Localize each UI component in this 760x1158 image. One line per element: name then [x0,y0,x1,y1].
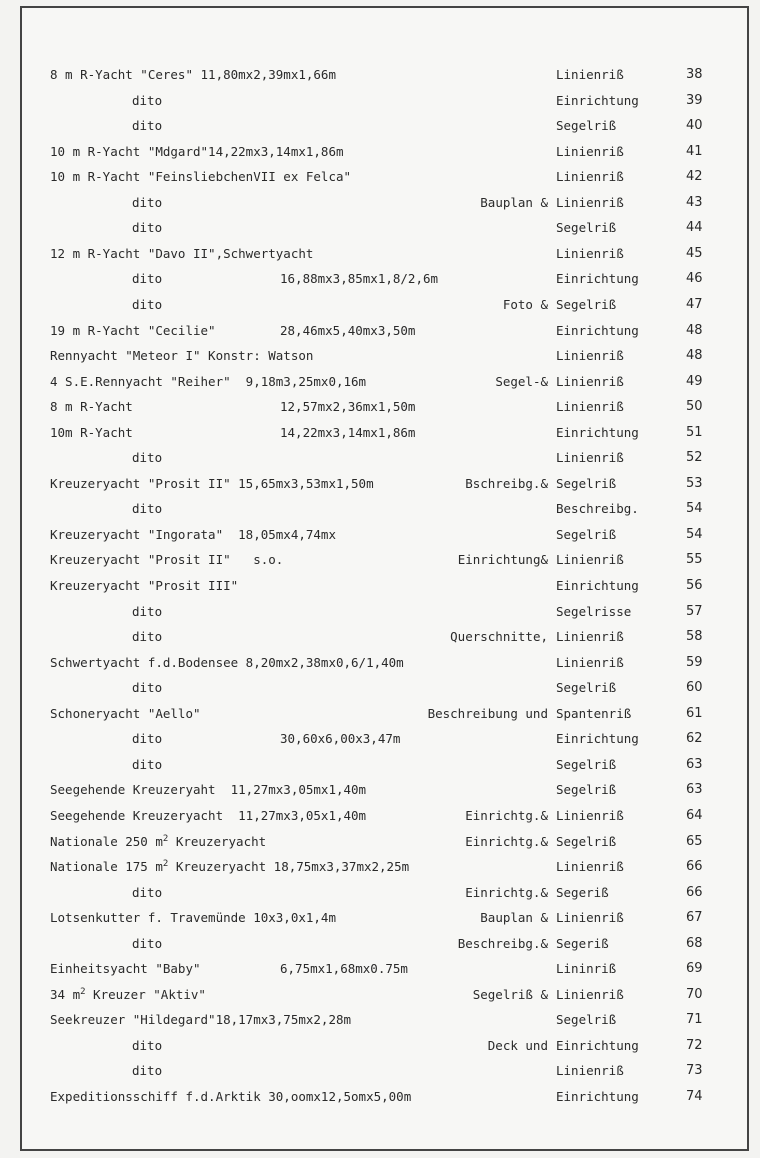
drawing-type: Linienriß [556,399,624,414]
entry-title: dito [132,220,163,235]
entry-title: 12 m R-Yacht "Davo II",Schwertyacht [50,246,314,261]
drawing-type: Einrichtung [556,731,639,746]
drawing-type: Linienriß [556,67,624,82]
page-number: 48 [686,323,703,338]
catalog-row [0,320,760,342]
page-number: 66 [686,885,703,900]
drawing-type: Linienriß [556,910,624,925]
entry-title: Expeditionsschiff f.d.Arktik 30,oomx12,5omx5,00m [50,1089,412,1104]
drawing-type: Einrichtung [556,578,639,593]
catalog-row [0,141,760,163]
drawing-type: Segelriß [556,1012,617,1027]
page-number: 57 [686,604,703,619]
catalog-row [0,396,760,418]
entry-note: Deck und [487,1038,548,1053]
catalog-row [0,831,760,853]
drawing-type: Linienriß [556,169,624,184]
entry-title: 8 m R-Yacht "Ceres" 11,80mx2,39mx1,66m [50,67,336,82]
catalog-row [0,549,760,571]
entry-title: dito [132,936,163,951]
page-number: 38 [686,67,703,82]
drawing-type: Linienriß [556,552,624,567]
page-number: 62 [686,731,703,746]
catalog-row [0,1060,760,1082]
page-number: 47 [686,297,703,312]
catalog-row [0,1035,760,1057]
page-number: 74 [686,1089,703,1104]
catalog-row [0,524,760,546]
entry-title: 4 S.E.Rennyacht "Reiher" 9,18m3,25mx0,16m [50,374,367,389]
page-number: 52 [686,450,703,465]
entry-title: dito [132,604,163,619]
catalog-row [0,882,760,904]
entry-title: Seegehende Kreuzeryacht 11,27mx3,05x1,40m [50,808,367,823]
page-number: 58 [686,629,703,644]
drawing-type: Linienriß [556,859,624,874]
entry-note: Beschreibg.& [457,936,548,951]
drawing-type: Segelriß [556,118,617,133]
entry-title: dito [132,680,163,695]
entry-title: dito [132,757,163,772]
entry-title: dito [132,118,163,133]
drawing-type: Linienriß [556,655,624,670]
page-number: 68 [686,936,703,951]
entry-title: Kreuzeryacht "Ingorata" 18,05mx4,74mx [50,527,336,542]
catalog-row [0,90,760,112]
page-number: 63 [686,782,703,797]
entry-title: Kreuzeryacht "Prosit II" s.o. [50,552,284,567]
page-number: 66 [686,859,703,874]
catalog-row [0,677,760,699]
entry-title: dito [132,501,163,516]
drawing-type: Linienriß [556,987,624,1002]
entry-title: Kreuzeryacht "Prosit III" [50,578,239,593]
catalog-row [0,703,760,725]
drawing-type: Linienriß [556,808,624,823]
page-number: 48 [686,348,703,363]
entry-title: dito [132,629,163,644]
drawing-type: Einrichtung [556,323,639,338]
catalog-row [0,294,760,316]
entry-title: dito [132,885,163,900]
drawing-type: Segelriß [556,782,617,797]
page-number: 54 [686,527,703,542]
entry-title: Lotsenkutter f. Travemünde 10x3,0x1,4m [50,910,336,925]
catalog-row [0,217,760,239]
catalog-row [0,933,760,955]
page-number: 60 [686,680,703,695]
page-number: 39 [686,93,703,108]
superscript: 2 [162,834,169,844]
page-number: 67 [686,910,703,925]
drawing-type: Linienriß [556,1063,624,1078]
entry-title: Kreuzeryacht "Prosit II" 15,65mx3,53mx1,50m [50,476,374,491]
entry-title: dito [132,450,163,465]
page-number: 73 [686,1063,703,1078]
entry-title: Rennyacht "Meteor I" Konstr: Watson [50,348,314,363]
page-number: 70 [686,987,703,1002]
drawing-type: Beschreibg. [556,501,639,516]
entry-title: Einheitsyacht "Baby" [50,961,201,976]
page-number: 71 [686,1012,703,1027]
drawing-type: Lininriß [556,961,617,976]
entry-title: Seekreuzer "Hildegard"18,17mx3,75mx2,28m [50,1012,352,1027]
catalog-row [0,345,760,367]
catalog-row [0,652,760,674]
page-number: 43 [686,195,703,210]
entry-note: Segelriß & [472,987,548,1002]
entry-note: Einrichtg.& [465,808,548,823]
entry-dimensions: 28,46mx5,40mx3,50m [280,323,416,338]
page-number: 65 [686,834,703,849]
entry-note: Einrichtung& [457,552,548,567]
page-number: 69 [686,961,703,976]
catalog-row [0,268,760,290]
catalog-row [0,907,760,929]
catalog-row [0,958,760,980]
catalog-row [0,115,760,137]
catalog-row [0,422,760,444]
catalog-row [0,192,760,214]
page-number: 45 [686,246,703,261]
catalog-row [0,805,760,827]
page-number: 49 [686,374,703,389]
catalog-row [0,1009,760,1031]
page-number: 54 [686,501,703,516]
page-number: 40 [686,118,703,133]
page-number: 53 [686,476,703,491]
entry-title: dito [132,195,163,210]
entry-title: Nationale 250 $m^2$ Kreuzeryacht [50,834,267,849]
drawing-type: Segelriß [556,680,617,695]
catalog-row [0,473,760,495]
entry-title: dito [132,1063,163,1078]
drawing-type: Linienriß [556,374,624,389]
drawing-type: Segelriß [556,297,617,312]
page-number: 50 [686,399,703,414]
catalog-row [0,64,760,86]
page-number: 64 [686,808,703,823]
catalog-row [0,856,760,878]
catalog-row [0,728,760,750]
drawing-type: Linienriß [556,195,624,210]
drawing-type: Segeriß [556,936,609,951]
entry-dimensions: 12,57mx2,36mx1,50m [280,399,416,414]
page-number: 63 [686,757,703,772]
page-number: 51 [686,425,703,440]
drawing-type: Segelriß [556,527,617,542]
entry-title: Schoneryacht "Aello" [50,706,201,721]
entry-title: dito [132,731,163,746]
entry-title: 8 m R-Yacht [50,399,133,414]
catalog-row [0,498,760,520]
page-number: 72 [686,1038,703,1053]
entry-title: 10 m R-Yacht "Mdgard"14,22mx3,14mx1,86m [50,144,344,159]
drawing-type: Segelrisse [556,604,632,619]
entry-note: Foto & [502,297,548,312]
drawing-type: Einrichtung [556,271,639,286]
drawing-type: Einrichtung [556,93,639,108]
catalog-row [0,626,760,648]
drawing-type: Einrichtung [556,1038,639,1053]
entry-note: Querschnitte, [450,629,548,644]
drawing-type: Linienriß [556,246,624,261]
drawing-type: Linienriß [556,144,624,159]
drawing-type: Spantenriß [556,706,632,721]
entry-note: Bauplan & [480,910,548,925]
drawing-type: Segelriß [556,476,617,491]
entry-title: 10 m R-Yacht "FeinsliebchenVII ex Felca" [50,169,352,184]
page-number: 41 [686,144,703,159]
entry-title: Nationale 175 $m^2$ Kreuzeryacht 18,75mx3,37mx2,25m [50,859,410,874]
entry-title: dito [132,93,163,108]
entry-note: Einrichtg.& [465,834,548,849]
entry-note: Beschreibung und [427,706,548,721]
entry-title: Seegehende Kreuzeryaht 11,27mx3,05mx1,40m [50,782,367,797]
entry-dimensions: 6,75mx1,68mx0.75m [280,961,408,976]
drawing-type: Segelriß [556,834,617,849]
entry-title: 10m R-Yacht [50,425,133,440]
catalog-row [0,447,760,469]
drawing-type: Linienriß [556,450,624,465]
entry-title: dito [132,297,163,312]
entry-note: Bauplan & [480,195,548,210]
page-number: 46 [686,271,703,286]
entry-note: Einrichtg.& [465,885,548,900]
drawing-type: Einrichtung [556,1089,639,1104]
page-number: 44 [686,220,703,235]
catalog-row [0,575,760,597]
entry-title: dito [132,271,163,286]
page-number: 56 [686,578,703,593]
catalog-row [0,779,760,801]
catalog-row [0,243,760,265]
catalog-row [0,1086,760,1108]
page-number: 61 [686,706,703,721]
catalog-row [0,371,760,393]
drawing-type: Segelriß [556,220,617,235]
entry-title: 19 m R-Yacht "Cecilie" [50,323,216,338]
catalog-row [0,166,760,188]
drawing-type: Segelriß [556,757,617,772]
entry-note: Segel-& [495,374,548,389]
page-number: 42 [686,169,703,184]
page-number: 59 [686,655,703,670]
entry-title: Schwertyacht f.d.Bodensee 8,20mx2,38mx0,6/1,40m [50,655,404,670]
page-number: 55 [686,552,703,567]
drawing-type: Linienriß [556,348,624,363]
drawing-type: Einrichtung [556,425,639,440]
entry-dimensions: 14,22mx3,14mx1,86m [280,425,416,440]
entry-title: dito [132,1038,163,1053]
superscript: 2 [162,859,169,869]
entry-dimensions: 16,88mx3,85mx1,8/2,6m [280,271,439,286]
catalog-row [0,601,760,623]
drawing-type: Segeriß [556,885,609,900]
catalog-row [0,754,760,776]
superscript: 2 [80,987,86,997]
entry-note: Bschreibg.& [465,476,548,491]
entry-dimensions: 30,60x6,00x3,47m [280,731,401,746]
entry-title: 34 $m^2$ Kreuzer "Aktiv" [50,987,206,1002]
catalog-row [0,984,760,1006]
drawing-type: Linienriß [556,629,624,644]
